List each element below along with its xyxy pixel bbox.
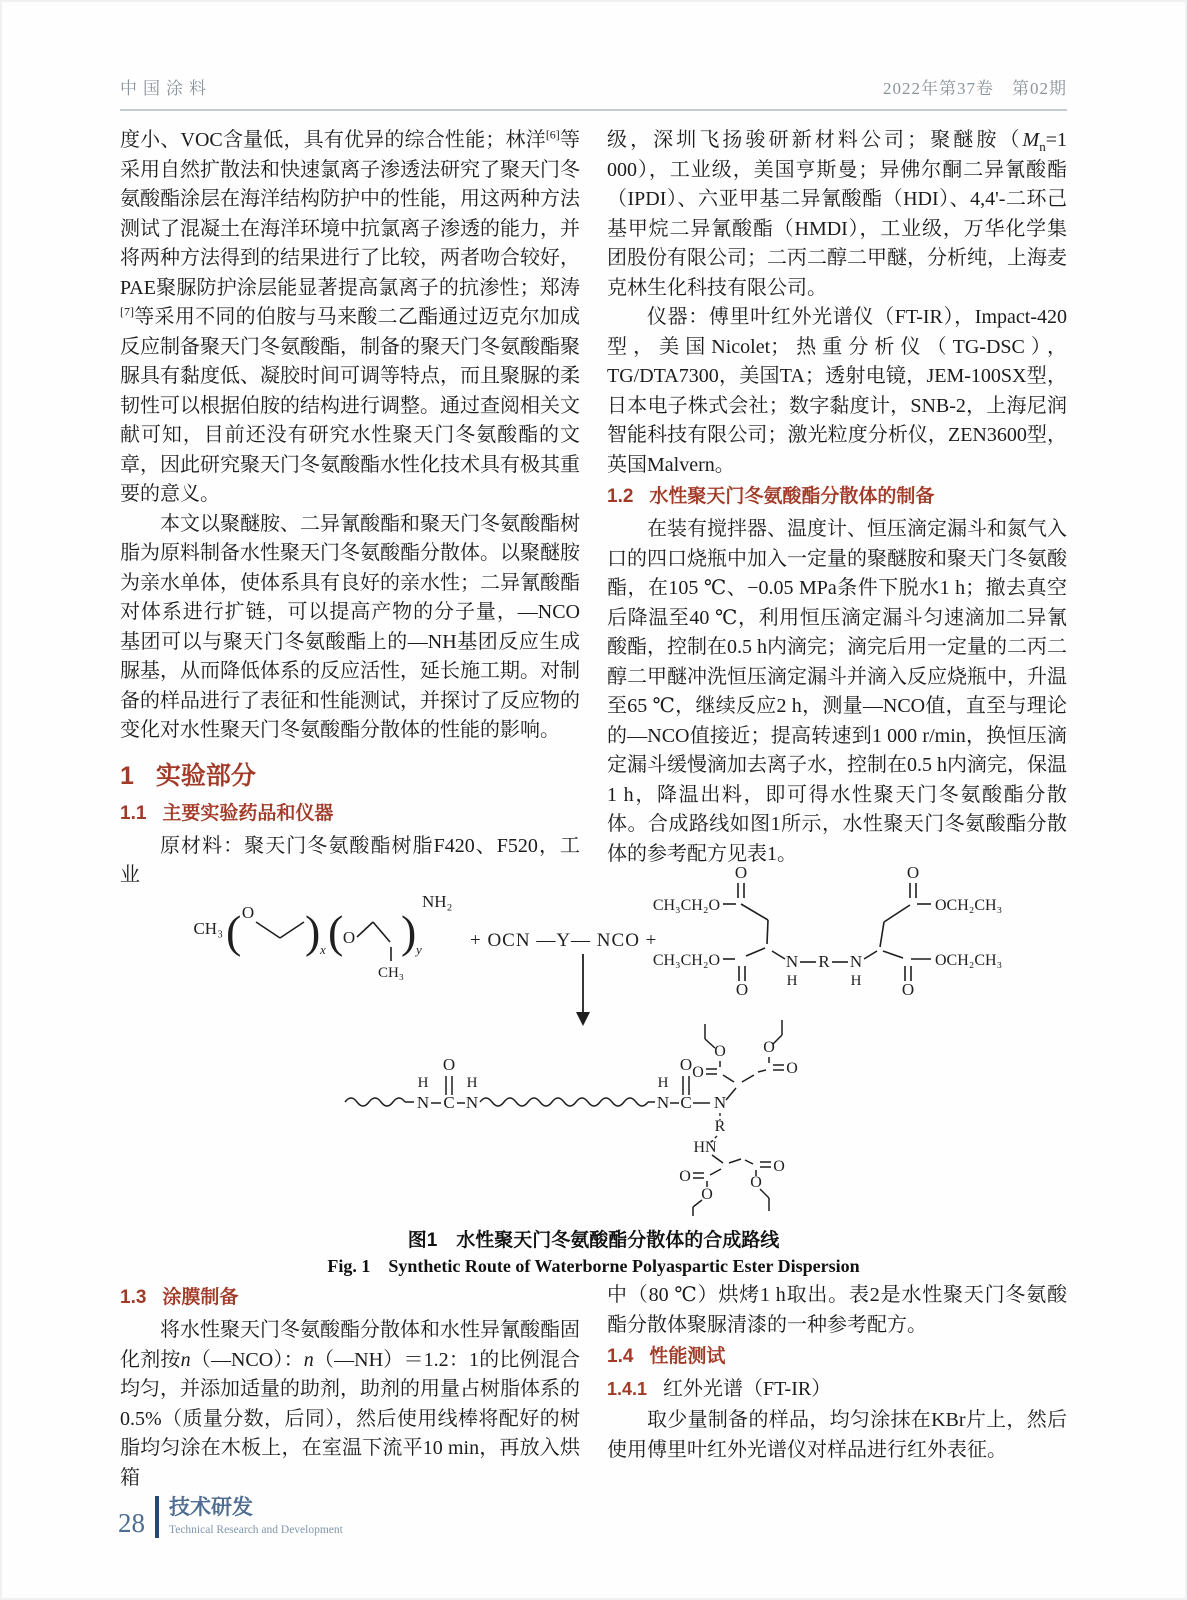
section-title: 水性聚天门冬氨酸酯分散体的制备 (649, 486, 935, 507)
section-title: 实验部分 (155, 761, 256, 790)
atom-o: O (692, 1064, 704, 1081)
bond-lines (357, 922, 391, 961)
atom-o: O (679, 1168, 691, 1185)
paragraph-instruments: 仪器：傅里叶红外光谱仪（FT-IR），Impact-420型，美国Nicolet；热重分析仪（TG-DSC），TG/DTA7300，美国TA；透射电镜，JEM-100SX型，日本电子株式会社；数字黏度计，SNB-2，上海尼润智能科技有限公司；激光粒度分析仪，ZEN3600型，英国Malvern。 (607, 306, 1067, 476)
section-number: 1 (120, 761, 134, 790)
paragraph-ftir: 取少量制备的样品，均匀涂抹在KBr片上，然后使用傅里叶红外光谱仪对样品进行红外表征。 (607, 1409, 1067, 1461)
atom-n: N (785, 952, 799, 971)
atom-h: H (417, 1075, 429, 1091)
subscript-y: y (416, 942, 422, 957)
figure-1 (120, 854, 1067, 1278)
paragraph-coating (120, 1316, 580, 1493)
product-structure (345, 1020, 798, 1216)
amine-group: NH₂ (422, 892, 453, 911)
polymer-backbone (345, 1076, 710, 1106)
text-run: 度小、VOC含量低，具有优异的综合性能；林洋 (120, 129, 546, 151)
atom-c: C (443, 1093, 455, 1112)
paragraph-overview: 本文以聚醚胺、二异氰酸酯和聚天门冬氨酸酯树脂为原料制备水性聚天门冬氨酸酯分散体。以聚醚胺为亲水单体，使体系具有良好的亲水性；二异氰酸酯对体系进行扩链，可以提高产物的分子量，—NCO基团可以与聚天门冬氨酸酯上的—NH基团反应生成脲基，从而降低体系的反应活性，延长施工期。对制备的样品进行了表征和性能测试，并探讨了反应物的变化对水性聚天门冬氨酸酯分散体的性能的影响。 (120, 512, 580, 741)
polyetheramine-structure (193, 892, 452, 981)
text-run: 等采用不同的伯胺与马来酸二乙酯通过迈克尔加成反应制备聚天门冬氨酸酯，制备的聚天门冬氨酸酯聚脲具有黏度低、凝胶时间可调等特点，而且聚脲的柔韧性可以根据伯胺的结构进行调整。通过查阅相关文献可知，目前还没有研究水性聚天门冬氨酸酯的文章，因此研究聚天门冬氨酸酯水性化技术具有极其重要的意义。 (120, 306, 580, 505)
section-number: 1.4 (607, 1346, 634, 1367)
page-footer (118, 1496, 343, 1538)
atom-o: O (773, 1158, 785, 1175)
paren-close: ) (401, 906, 417, 957)
atom-o: O (901, 980, 915, 999)
top-columns (120, 126, 1067, 891)
left-column-bottom (120, 1281, 580, 1493)
paren-close: ) (305, 906, 321, 957)
paren-open: ( (226, 906, 242, 957)
text-run: 将水性聚天门冬氨酸酯分散体和水性异氰酸酯固化剂按 (120, 1319, 580, 1371)
footer-section-zh: 技术研发 (169, 1496, 253, 1519)
ethoxy-group: CH₃CH₂O (652, 897, 720, 914)
bottom-columns (120, 1281, 1067, 1493)
atom-o: O (342, 928, 356, 947)
atom-o: O (786, 1060, 798, 1077)
atom-ch3: CH₃ (377, 965, 405, 981)
atom-n: N (416, 1093, 430, 1112)
paragraph-materials-cont (607, 126, 1067, 303)
atom-o: O (735, 980, 749, 999)
ethoxy-group: OCH₂CH₃ (935, 952, 1003, 969)
right-column (607, 126, 1067, 891)
page-number: 28 (118, 1508, 145, 1538)
atom-h: H (466, 1075, 478, 1091)
atom-o: O (750, 1174, 762, 1191)
section-number: 1.2 (607, 486, 634, 507)
footer-section-en: Technical Research and Development (169, 1524, 343, 1536)
ethoxy-group: OCH₂CH₃ (935, 897, 1003, 914)
text-run: =1 000），工业级，美国亨斯曼；异佛尔酮二异氰酸酯（IPDI）、六亚甲基二异氰酸酯（HDI）、4,4'-二环己基甲烷二异氰酸酯（HMDI），工业级，万华化学集团股份有限公司；二丙二醇二甲醚，分析纯，上海麦克林生化科技有限公司。 (607, 129, 1067, 299)
section-heading-1-4-1 (607, 1375, 1067, 1403)
paragraph-intro-cont (120, 126, 580, 510)
text-run: 级，深圳飞扬骏研新材料公司；聚醚胺（ (607, 129, 1023, 151)
section-number: 1.4.1 (607, 1379, 648, 1399)
section-heading-1 (120, 760, 580, 792)
var-n: n (303, 1348, 314, 1371)
section-number: 1.3 (120, 1287, 147, 1308)
text-run: （—NCO）： (190, 1348, 304, 1371)
atom-ch3: CH₃ (193, 919, 223, 938)
upper-aspartate-bonds (705, 1020, 784, 1100)
atom-o: O (763, 1039, 775, 1056)
right-column-bottom (607, 1281, 1067, 1493)
section-title: 性能测试 (649, 1346, 726, 1367)
text-run: （—NH）＝1.2：1的比例混合均匀，并添加适量的助剂，助剂的用量占树脂体系的0.5%（质量分数，后同），然后使用线棒将配好的树脂均匀涂在木板上，在室温下流平10 min，再放入烘箱 (120, 1348, 581, 1489)
page-header (120, 74, 1067, 111)
atom-n: N (656, 1093, 670, 1112)
text-run: 等采用自然扩散法和快速氯离子渗透法研究了聚天门冬氨酸酯涂层在海洋结构防护中的性能，用这两种方法测试了混凝土在海洋环境中抗氯离子渗透的能力，并将两种方法得到的结果进行了比较，两者吻合较好，PAE聚脲防护涂层能显著提高氯离子的抗渗性；郑涛 (120, 129, 580, 299)
atom-h: H (850, 973, 862, 989)
atom-o: O (679, 1055, 693, 1074)
atom-n: N (465, 1093, 479, 1112)
left-column (120, 126, 580, 891)
section-heading-1-1 (120, 800, 580, 827)
citation-ref-7: [7] (120, 304, 134, 319)
paren-open: ( (328, 906, 344, 957)
paragraph-materials: 原材料：聚天门冬氨酸酯树脂F420、F520，工业 (120, 834, 580, 886)
footer-section (169, 1496, 343, 1538)
section-number: 1.1 (120, 802, 147, 824)
var-Mn: M (1022, 129, 1040, 151)
paragraph-preparation: 在装有搅拌器、温度计、恒压滴定漏斗和氮气入口的四口烧瓶中加入一定量的聚醚胺和聚天门冬氨酸酯，在105 ℃、−0.05 MPa条件下脱水1 h；撤去真空后降温至40 ℃，利用恒压滴定漏斗匀速滴加二异氰酸酯，控制在0.5 h内滴完；滴完后用一定量的二丙二醇二甲醚冲洗恒压滴定漏斗并滴入反应烧瓶中，升温至65 ℃，继续反应2 h，测量—NCO值，直至与理论的—NCO值接近；提高转速到1 000 r/min，换恒压滴定漏斗缓慢滴加去离子水，控制在0.5 h内滴完，保温1 h，降温出料，即可得水性聚天门冬氨酸酯分散体。合成路线如图1所示，水性聚天门冬氨酸酯分散体的参考配方见表1。 (607, 518, 1067, 865)
atom-o: O (714, 1043, 726, 1060)
atom-n: N (849, 952, 863, 971)
paragraph-coating-cont: 中（80 ℃）烘烤1 h取出。表2是水性聚天门冬氨酸酯分散体聚脲清漆的一种参考配方。 (607, 1284, 1067, 1336)
figure-caption-en: Fig. 1 Synthetic Route of Waterborne Polyaspartic Ester Dispersion (327, 1256, 860, 1276)
section-title: 红外光谱（FT-IR） (663, 1378, 832, 1400)
bond-lines (256, 922, 304, 938)
section-heading-1-3 (120, 1284, 580, 1311)
polyaspartic-ester-structure (653, 863, 1002, 999)
atom-o: O (906, 863, 920, 882)
citation-ref-6: [6] (545, 127, 560, 142)
section-title: 主要实验药品和仪器 (162, 802, 334, 824)
atom-h: H (657, 1075, 669, 1091)
atom-o: O (241, 903, 255, 922)
atom-o: O (442, 1055, 456, 1074)
subscript-x: x (320, 942, 326, 957)
var-n: n (180, 1348, 191, 1371)
amine-hn: HN (693, 1139, 717, 1156)
atom-r: R (818, 952, 830, 971)
reaction-arrow (576, 954, 590, 1026)
atom-c: C (680, 1093, 692, 1112)
issue-info: 2022年第37卷 第02期 (883, 79, 1067, 98)
section-heading-1-2 (607, 483, 1067, 510)
atom-o: O (701, 1186, 713, 1203)
atom-o: O (734, 863, 748, 882)
atom-n: N (713, 1093, 727, 1112)
figure-caption-zh: 图1 水性聚天门冬氨酸酯分散体的合成路线 (407, 1230, 780, 1251)
section-heading-1-4 (607, 1343, 1067, 1370)
synthetic-route-diagram (120, 854, 1067, 1222)
var-Mn-sub: n (1039, 139, 1046, 154)
ethoxy-group: CH₃CH₂O (652, 952, 720, 969)
journal-name: 中国涂料 (120, 79, 212, 98)
atom-h: H (786, 973, 798, 989)
atom-r: R (714, 1118, 726, 1135)
footer-divider-bar (155, 1496, 159, 1538)
section-title: 涂膜制备 (162, 1287, 239, 1308)
diisocyanate-formula: + OCN —Y— NCO + (470, 930, 658, 951)
